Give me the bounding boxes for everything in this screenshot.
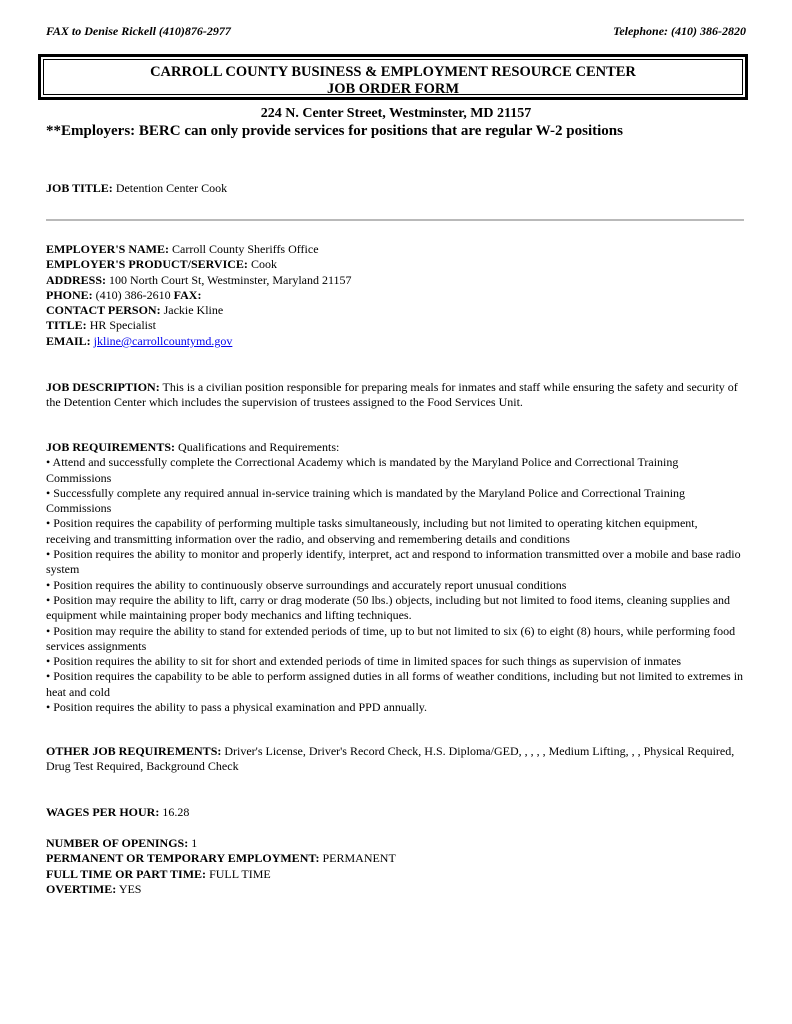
wages-section — [46, 805, 744, 820]
job-requirements-heading — [46, 440, 744, 455]
employer-phone-value: (410) 386-2610 — [95, 287, 171, 302]
other-requirements-text: Driver's License, Driver's Record Check, H.S. Diploma/GED, , , , , Medium Lifting, , , Physical Required, Drug Test Required, Background Check — [46, 744, 735, 774]
job-description-label: JOB DESCRIPTION: — [46, 380, 160, 394]
center-address: 224 N. Center Street, Westminster, MD 21157 — [260, 106, 532, 121]
requirement-item: • Successfully complete any required annual in-service training which is mandated by the Maryland Police and Correctional Training Commissions — [46, 485, 686, 516]
fulltime-row — [46, 867, 744, 882]
job-title-value: Detention Center Cook — [115, 181, 228, 195]
title-box — [38, 54, 748, 100]
overtime-row — [46, 882, 744, 897]
job-requirements-section — [46, 440, 744, 715]
fulltime-label: FULL TIME OR PART TIME: — [46, 866, 207, 881]
employer-notice: **Employers: BERC can only provide services for positions that are regular W-2 positions — [46, 123, 623, 139]
other-requirements-section — [46, 744, 744, 775]
openings-row — [46, 836, 744, 851]
permanent-row — [46, 851, 744, 866]
requirement-item: • Position requires the ability to pass a physical examination and PPD annually. — [46, 700, 428, 715]
requirement-item: • Position requires the ability to sit for short and extended periods of time in limited spaces for such things as supervision of inmates — [46, 654, 682, 669]
requirement-item: • Attend and successfully complete the Correctional Academy which is mandated by the Maryland Police and Correctional Training Commissions — [46, 455, 679, 485]
contact-person-row — [46, 303, 744, 318]
employer-phone-label: PHONE: — [46, 287, 93, 302]
requirement-item: • Position requires the ability to monitor and properly identify, interpret, act and respond to information transmitted over a mobile and base radio system — [46, 547, 741, 577]
telephone-info: Telephone: (410) 386-2820 — [613, 24, 746, 38]
openings-value: 1 — [191, 836, 198, 850]
requirement-item: • Position requires the capability of performing multiple tasks simultaneously, including but not limited to operating kitchen equipment, receiving and transmitting information over the radio, and observing and remembering details and conditions — [46, 516, 698, 546]
permanent-value: PERMANENT — [322, 851, 396, 866]
job-title-label: JOB TITLE: — [46, 181, 113, 195]
fax-info: FAX to Denise Rickell (410)876-2977 — [46, 24, 231, 38]
divider — [46, 219, 744, 221]
employer-section — [46, 242, 744, 349]
title-box-inner — [43, 59, 743, 95]
other-requirements-label: OTHER JOB REQUIREMENTS: — [46, 744, 222, 758]
openings-label: NUMBER OF OPENINGS: — [46, 836, 189, 850]
overtime-label: OVERTIME: — [46, 881, 117, 896]
overtime-value: YES — [118, 881, 142, 896]
contact-person-label: CONTACT PERSON: — [46, 303, 161, 318]
wages-label: WAGES PER HOUR: — [46, 805, 160, 819]
employer-product-row — [46, 257, 744, 272]
requirement-item: • Position may require the ability to stand for extended periods of time, up to but not limited to six (6) to eight (8) hours, while performing food services assignments — [46, 623, 736, 653]
requirement-item: • Position requires the ability to continuously observe surroundings and accurately report unusual conditions — [46, 577, 567, 592]
employer-name-label: EMPLOYER'S NAME: — [46, 242, 169, 256]
permanent-label: PERMANENT OR TEMPORARY EMPLOYMENT: — [46, 851, 320, 866]
job-requirements-label: JOB REQUIREMENTS: — [46, 440, 176, 454]
email-row — [46, 334, 744, 349]
wages-value: 16.28 — [162, 805, 190, 819]
contact-title-row — [46, 318, 744, 333]
email-label: EMAIL: — [46, 333, 91, 348]
contact-person-value: Jackie Kline — [163, 303, 224, 318]
job-description-text: This is a civilian position responsible for preparing meals for inmates and staff while ensuring the safety and security of the Detention Center which includes the supervision of trustees assigned to the Food Services Unit. — [46, 380, 738, 410]
employer-fax-label: FAX: — [173, 287, 202, 302]
employer-name-row — [46, 242, 744, 257]
contact-title-value: HR Specialist — [89, 318, 157, 333]
employer-name-value: Carroll County Sheriffs Office — [172, 242, 319, 256]
header-line — [46, 24, 746, 39]
employer-product-value: Cook — [250, 257, 277, 272]
title-line-2: JOB ORDER FORM — [326, 81, 460, 97]
contact-title-label: TITLE: — [46, 318, 87, 333]
employer-phone-row — [46, 288, 744, 303]
job-title-section — [46, 181, 744, 196]
fulltime-value: FULL TIME — [209, 866, 271, 881]
job-description-section — [46, 380, 744, 411]
email-link[interactable]: jkline@carrollcountymd.gov — [93, 333, 233, 348]
title-line-1: CARROLL COUNTY BUSINESS & EMPLOYMENT RESOURCE CENTER — [150, 64, 636, 80]
employment-details-section — [46, 836, 744, 897]
employer-address-label: ADDRESS: — [46, 272, 107, 287]
requirement-item: • Position may require the ability to lift, carry or drag moderate (50 lbs.) objects, including but not limited to food items, cleaning supplies and equipment while maintaining proper body mechanics and lifting techniques. — [46, 592, 731, 623]
employer-address-value: 100 North Court St, Westminster, Maryland 21157 — [109, 272, 352, 287]
job-requirements-intro: Qualifications and Requirements: — [178, 440, 340, 454]
employer-address-row — [46, 273, 744, 288]
requirement-item: • Position requires the capability to be able to perform assigned duties in all forms of weather conditions, including but not limited to extremes in heat and cold — [46, 669, 744, 699]
employer-product-label: EMPLOYER'S PRODUCT/SERVICE: — [46, 257, 248, 272]
